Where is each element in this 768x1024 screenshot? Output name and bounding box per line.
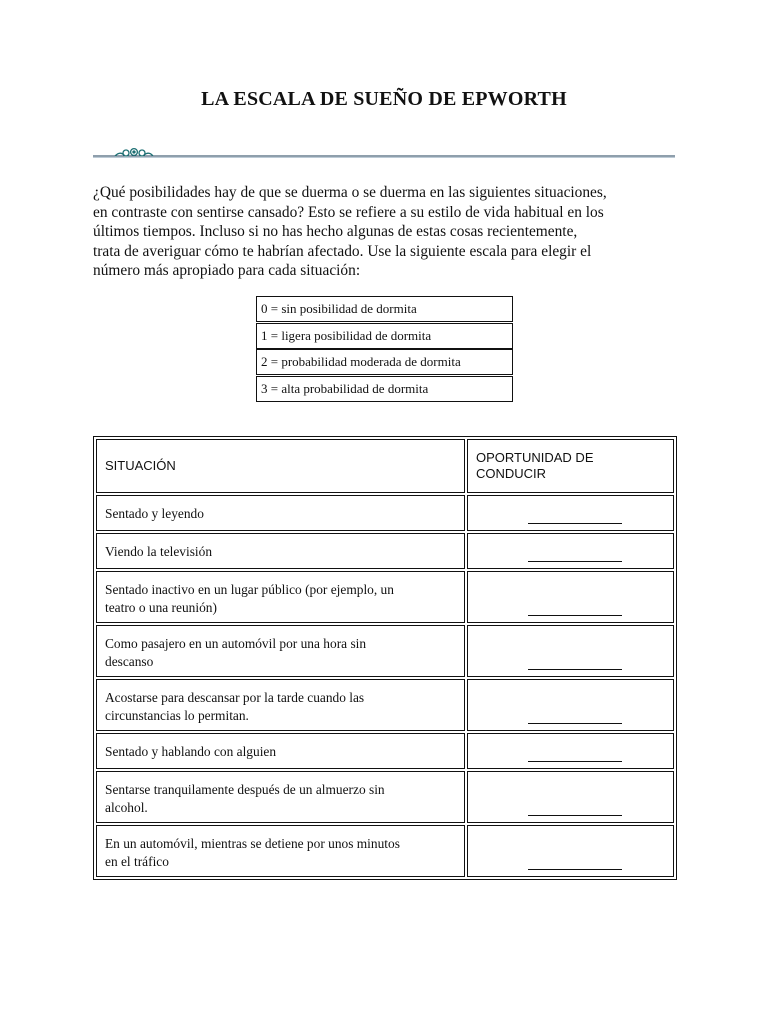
table-row — [96, 533, 674, 569]
situation-cell — [96, 771, 465, 823]
situation-text: Como pasajero en un automóvil por una hora sin — [105, 636, 367, 651]
score-blank[interactable] — [528, 615, 622, 616]
score-cell — [467, 533, 674, 569]
table-row — [96, 679, 674, 731]
score-cell — [467, 771, 674, 823]
situation-text: Sentado inactivo en un lugar público (por ejemplo, un — [105, 582, 394, 597]
situation-text: circunstancias lo permitan. — [105, 708, 249, 723]
situation-text: En un automóvil, mientras se detiene por unos minutos — [105, 836, 400, 851]
scale-legend — [256, 296, 513, 402]
score-cell — [467, 825, 674, 877]
situation-text: Sentarse tranquilamente después de un almuerzo sin — [105, 782, 385, 797]
table-row — [96, 495, 674, 531]
score-blank[interactable] — [528, 815, 622, 816]
situation-text: teatro o una reunión) — [105, 600, 217, 615]
instructions-line: ¿Qué posibilidades hay de que se duerma o se duerma en las siguientes situaciones, — [93, 184, 607, 201]
situation-text: Acostarse para descansar por la tarde cuando las — [105, 690, 365, 705]
score-cell — [467, 625, 674, 677]
header-chance-line: OPORTUNIDAD DE — [476, 450, 594, 465]
page-title: LA ESCALA DE SUEÑO DE EPWORTH — [201, 88, 567, 110]
situation-cell — [96, 733, 465, 769]
instructions-line: últimos tiempos. Incluso si no has hecho algunas de estas cosas recientemente, — [93, 223, 578, 240]
score-cell — [467, 571, 674, 623]
instructions-line: trata de averiguar cómo te habrían afectado. Use la siguiente escala para elegir el — [93, 242, 592, 260]
ornamental-divider — [93, 145, 675, 165]
situation-cell — [96, 679, 465, 731]
situation-text: descanso — [105, 654, 154, 669]
situation-text: Sentado y hablando con alguien — [105, 744, 277, 759]
situation-cell — [96, 495, 465, 531]
score-blank[interactable] — [528, 869, 622, 870]
table-row — [96, 571, 674, 623]
score-blank[interactable] — [528, 523, 622, 524]
situation-cell — [96, 625, 465, 677]
situation-cell — [96, 571, 465, 623]
instructions-paragraph — [93, 183, 683, 281]
instructions-line: número más apropiado para cada situación: — [93, 262, 361, 279]
scale-item-2: 2 = probabilidad moderada de dormita — [256, 349, 513, 375]
header-chance — [467, 439, 674, 493]
scale-item-3: 3 = alta probabilidad de dormita — [256, 376, 513, 402]
instructions-line: en contraste con sentirse cansado? Esto se refiere a su estilo de vida habitual en los — [93, 203, 604, 221]
header-situation: SITUACIÓN — [96, 439, 465, 493]
situation-text: Viendo la televisión — [105, 544, 213, 559]
score-cell — [467, 679, 674, 731]
table-row — [96, 625, 674, 677]
table-row — [96, 733, 674, 769]
situation-cell — [96, 533, 465, 569]
flourish-icon — [115, 149, 153, 156]
score-cell — [467, 733, 674, 769]
situation-cell — [96, 825, 465, 877]
situation-text: Sentado y leyendo — [105, 506, 204, 521]
situation-text: en el tráfico — [105, 854, 169, 869]
table-header-row — [96, 439, 674, 493]
score-blank[interactable] — [528, 723, 622, 724]
table-row — [96, 771, 674, 823]
scale-item-0: 0 = sin posibilidad de dormita — [256, 296, 513, 322]
situation-text: alcohol. — [105, 800, 148, 815]
situations-table — [93, 436, 677, 880]
score-blank[interactable] — [528, 561, 622, 562]
scale-item-1: 1 = ligera posibilidad de dormita — [256, 323, 513, 349]
score-blank[interactable] — [528, 761, 622, 762]
score-cell — [467, 495, 674, 531]
score-blank[interactable] — [528, 669, 622, 670]
table-row — [96, 825, 674, 877]
header-chance-line: CONDUCIR — [476, 466, 547, 481]
